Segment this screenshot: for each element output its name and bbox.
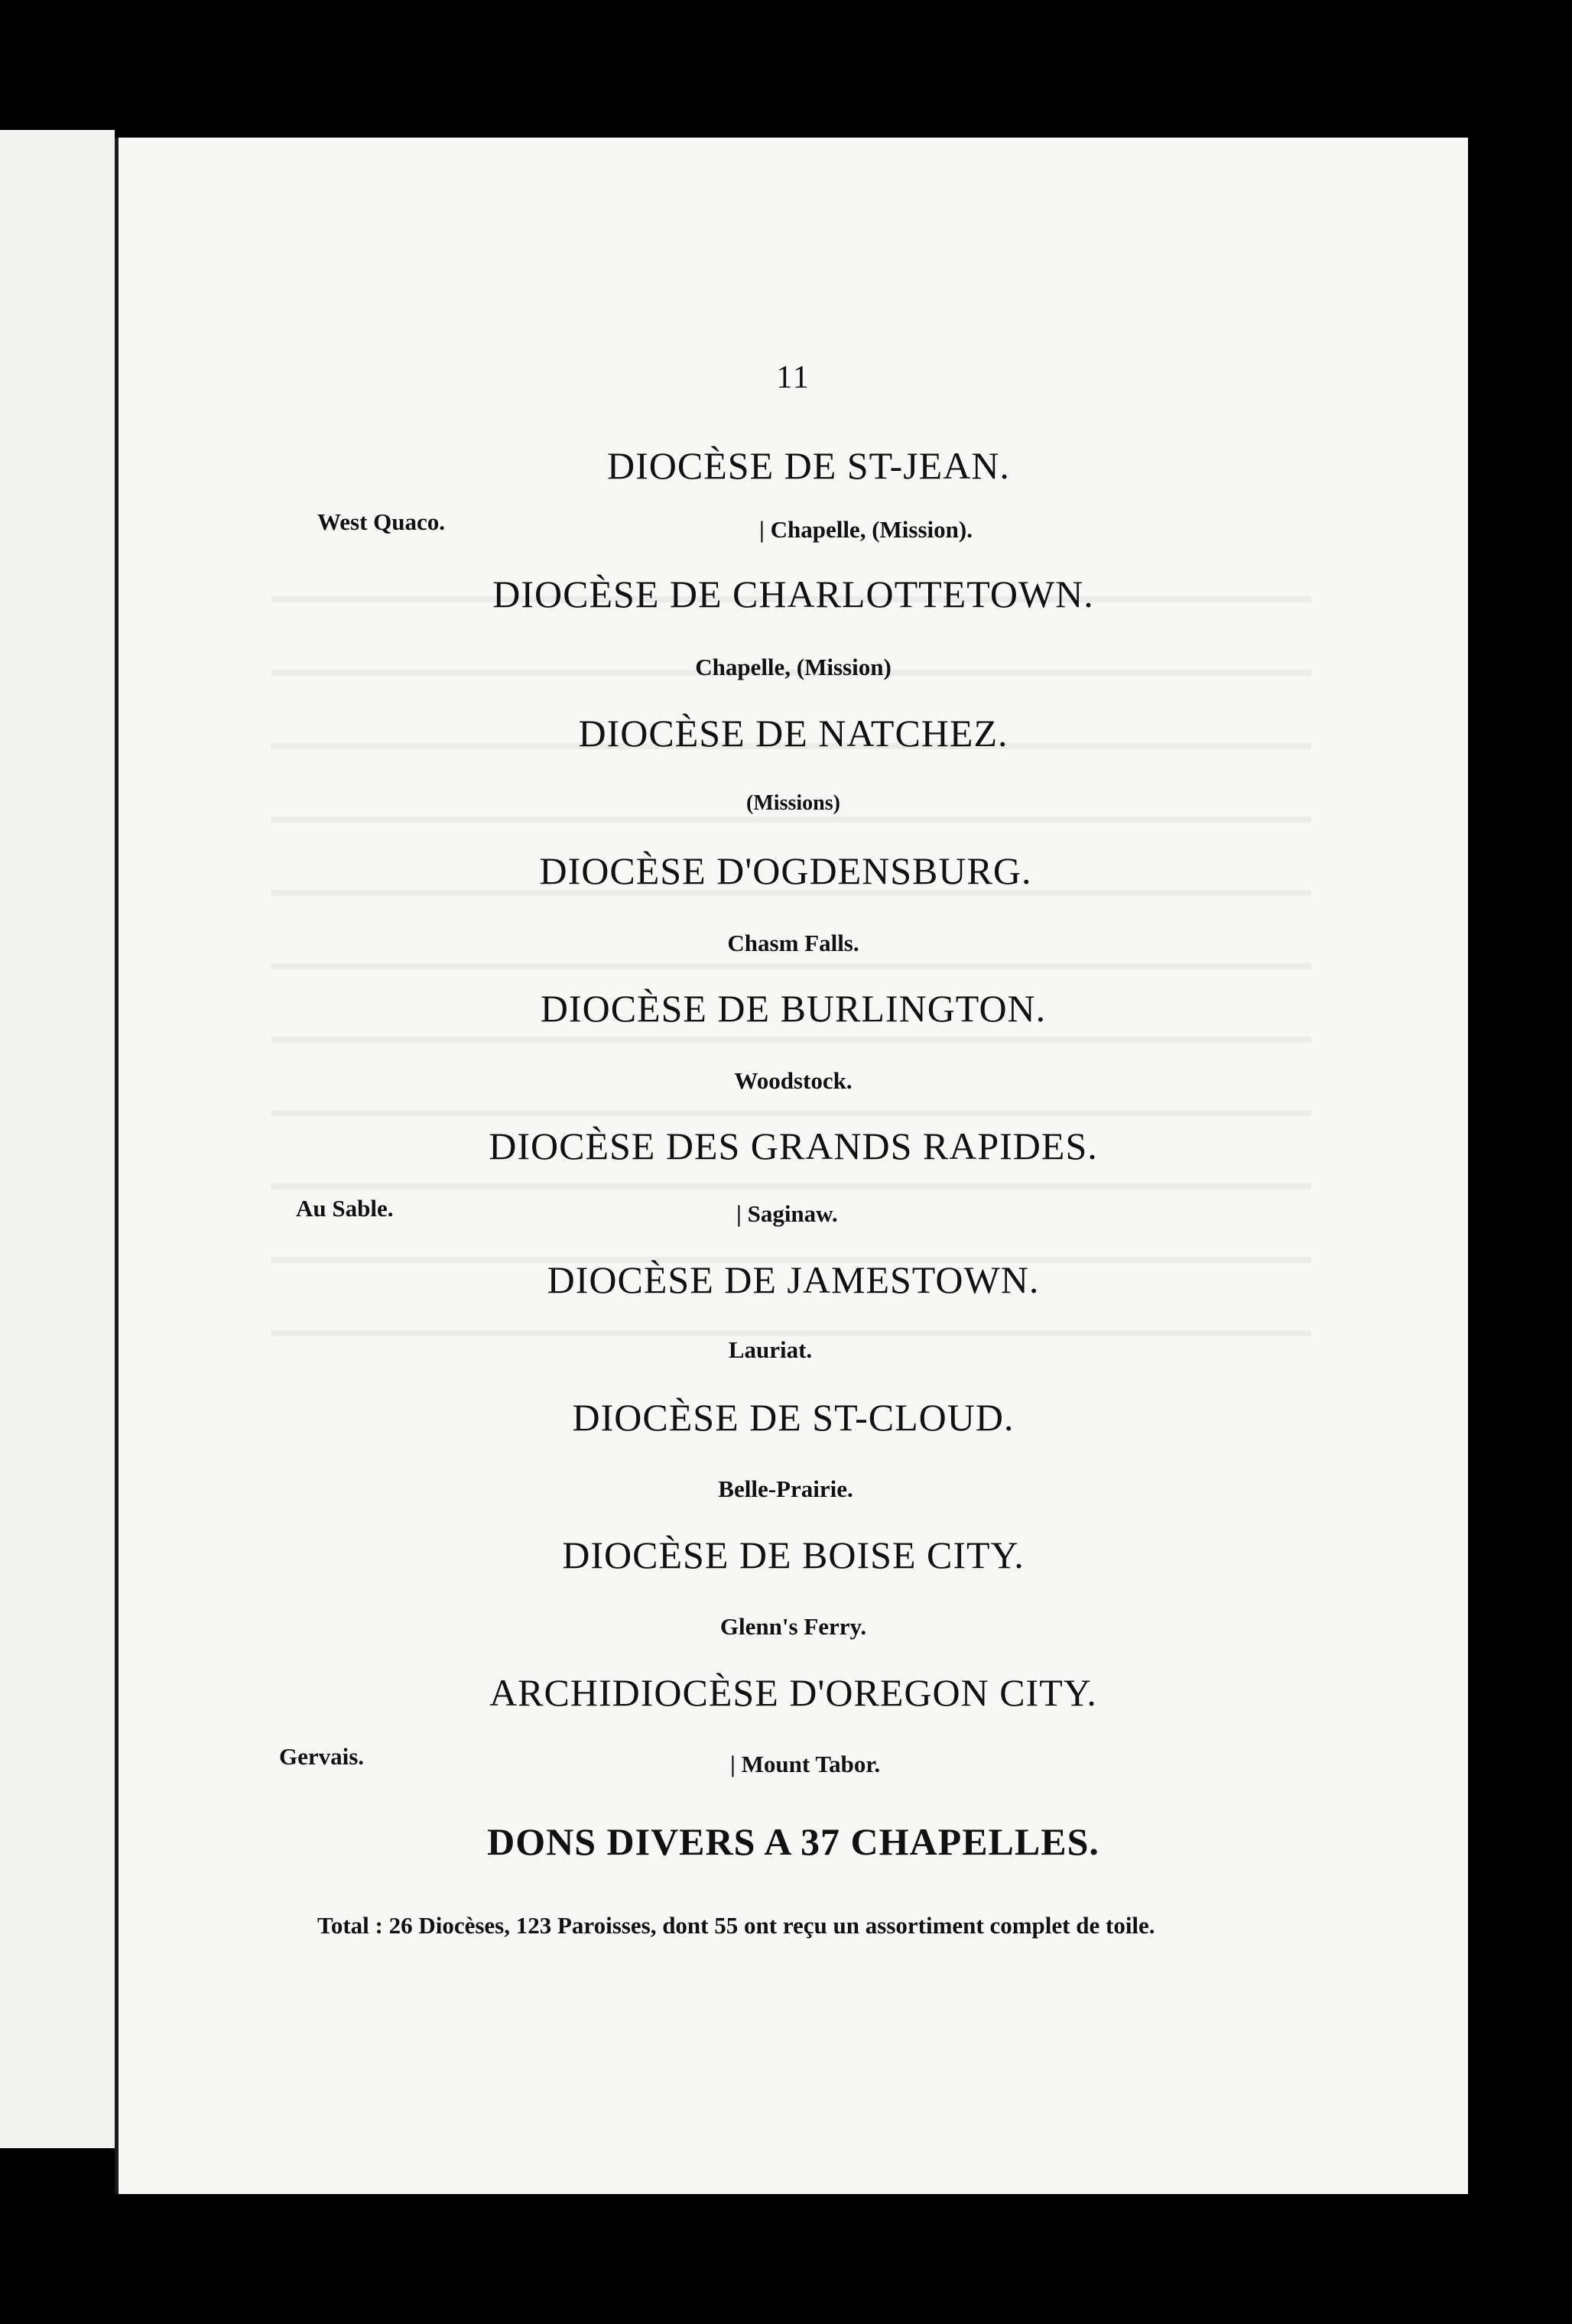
diocese-heading-burlington: DIOCÈSE DE BURLINGTON.	[540, 987, 1047, 1030]
diocese-heading-st-jean: DIOCÈSE DE ST-JEAN.	[607, 444, 1010, 487]
diocese-heading-boise-city: DIOCÈSE DE BOISE CITY.	[562, 1534, 1025, 1576]
parish-gervais: Gervais.	[279, 1743, 365, 1770]
dons-divers-heading: DONS DIVERS A 37 CHAPELLES.	[487, 1820, 1099, 1863]
book-page	[115, 138, 1468, 2194]
facing-page-edge	[0, 130, 115, 2148]
page-number: 11	[776, 360, 810, 395]
parish-au-sable: Au Sable.	[296, 1195, 394, 1222]
parish-glenns-ferry: Glenn's Ferry.	[719, 1613, 867, 1640]
parish-missions: (Missions)	[746, 791, 840, 815]
diocese-heading-charlottetown: DIOCÈSE DE CHARLOTTETOWN.	[492, 573, 1094, 615]
parish-chapelle-mission: Chapelle, (Mission)	[695, 654, 892, 680]
parish-mount-tabor: | Mount Tabor.	[730, 1751, 880, 1778]
parish-lauriat: Lauriat.	[728, 1336, 813, 1363]
parish-belle-prairie: Belle-Prairie.	[718, 1475, 853, 1502]
parish-west-quaco: West Quaco.	[317, 508, 446, 535]
parish-woodstock: Woodstock.	[734, 1067, 853, 1094]
parish-chasm-falls: Chasm Falls.	[727, 930, 859, 956]
diocese-heading-st-cloud: DIOCÈSE DE ST-CLOUD.	[572, 1396, 1015, 1439]
total-summary: Total : 26 Diocèses, 123 Paroisses, dont 55 ont reçu un assortiment complet de toile.	[317, 1912, 1155, 1939]
diocese-heading-natchez: DIOCÈSE DE NATCHEZ.	[578, 712, 1008, 755]
parish-saginaw: | Saginaw.	[736, 1200, 838, 1228]
diocese-heading-grands-rapides: DIOCÈSE DES GRANDS RAPIDES.	[489, 1125, 1098, 1167]
diocese-heading-jamestown: DIOCÈSE DE JAMESTOWN.	[547, 1258, 1040, 1301]
parish-chapelle-mission: | Chapelle, (Mission).	[759, 516, 973, 544]
archdiocese-heading-oregon-city: ARCHIDIOCÈSE D'OREGON CITY.	[489, 1671, 1097, 1714]
diocese-heading-ogdensburg: DIOCÈSE D'OGDENSBURG.	[539, 849, 1032, 892]
